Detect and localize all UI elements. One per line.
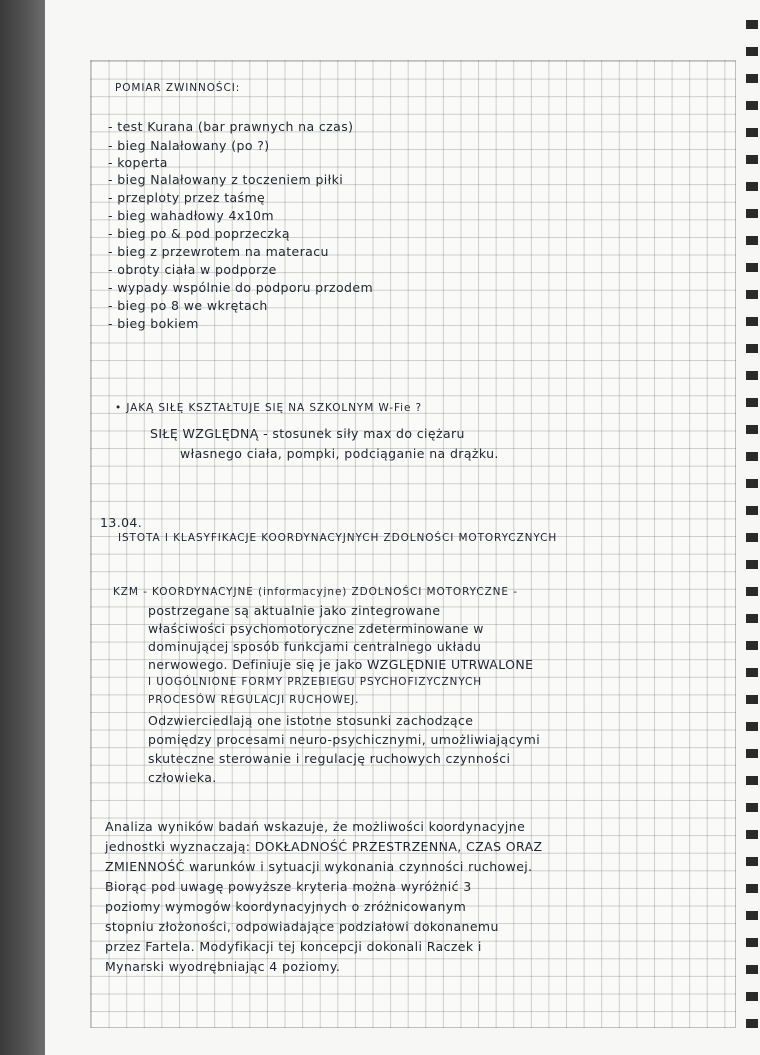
analysis-line: ZMIENNOŚĆ warunków i sytuacji wykonania czynności ruchowej. — [105, 859, 533, 874]
section-title: POMIAR ZWINNOŚCI: — [115, 82, 241, 94]
question: • JAKĄ SIŁĘ KSZTAŁTUJE SIĘ NA SZKOLNYM W-Fie ? — [115, 402, 423, 414]
notebook-binding — [0, 0, 45, 1055]
analysis-line: Biorąc pod uwagę powyższe kryteria można wyróżnić 3 — [105, 879, 472, 894]
date: 13.04. — [100, 515, 143, 530]
kzm-line: dominującej sposób funkcjami centralnego układu — [148, 639, 482, 654]
list-item: - obroty ciała w podporze — [108, 262, 277, 277]
kzm-line: Odzwierciedlają one istotne stosunki zachodzące — [148, 713, 474, 728]
list-item: - bieg z przewrotem na materacu — [108, 244, 329, 259]
list-item: - koperta — [108, 155, 168, 170]
analysis-line: Analiza wyników badań wskazuje, że możliwości koordynacyjne — [105, 819, 526, 834]
list-item: - bieg Nalałowany (po ?) — [108, 138, 270, 153]
list-item: - bieg po & pod poprzeczką — [108, 226, 290, 241]
kzm-line: skuteczne sterowanie i regulację ruchowych czynności — [148, 751, 511, 766]
list-item: - test Kurana (bar prawnych na czas) — [108, 119, 354, 134]
answer-line: własnego ciała, pompki, podciąganie na drążku. — [180, 446, 499, 461]
kzm-line: postrzegane są aktualnie jako zintegrowane — [148, 603, 441, 618]
analysis-line: stopniu złożoności, odpowiadające podziałowi dokonanemu — [105, 919, 499, 934]
spiral-binding — [746, 20, 758, 1040]
list-item: - przeploty przez taśmę — [108, 190, 266, 205]
analysis-line: Mynarski wyodrębniając 4 poziomy. — [105, 959, 341, 974]
kzm-line: KZM - KOORDYNACYJNE (informacyjne) ZDOLNOŚCI MOTORYCZNE - — [113, 586, 518, 598]
kzm-line: I UOGÓLNIONE FORMY PRZEBIEGU PSYCHOFIZYCZNYCH — [148, 676, 483, 688]
list-item: - bieg wahadłowy 4x10m — [108, 208, 274, 223]
analysis-line: jednostki wyznaczają: DOKŁADNOŚĆ PRZESTRZENNA, CZAS ORAZ — [105, 839, 543, 854]
list-item: - bieg Nalałowany z toczeniem piłki — [108, 172, 344, 187]
list-item: - bieg bokiem — [108, 316, 199, 331]
kzm-line: człowieka. — [148, 770, 217, 785]
kzm-line: nerwowego. Definiuje się je jako WZGLĘDNIE UTRWALONE — [148, 657, 534, 672]
kzm-line: właściwości psychomotoryczne zdeterminowane w — [148, 621, 484, 636]
analysis-line: poziomy wymogów koordynacyjnych o zróżnicowanym — [105, 899, 467, 914]
list-item: - bieg po 8 we wkrętach — [108, 298, 268, 313]
kzm-line: PROCESÓW REGULACJI RUCHOWEJ. — [148, 694, 360, 706]
subject-heading: ISTOTA I KLASYFIKACJE KOORDYNACYJNYCH ZDOLNOŚCI MOTORYCZNYCH — [118, 532, 558, 544]
analysis-line: przez Fartela. Modyfikacji tej koncepcji dokonali Raczek i — [105, 939, 482, 954]
answer-line: SIŁĘ WZGLĘDNĄ - stosunek siły max do ciężaru — [150, 426, 465, 441]
list-item: - wypady wspólnie do podporu przodem — [108, 280, 374, 295]
kzm-line: pomiędzy procesami neuro-psychicznymi, umożliwiającymi — [148, 732, 541, 747]
